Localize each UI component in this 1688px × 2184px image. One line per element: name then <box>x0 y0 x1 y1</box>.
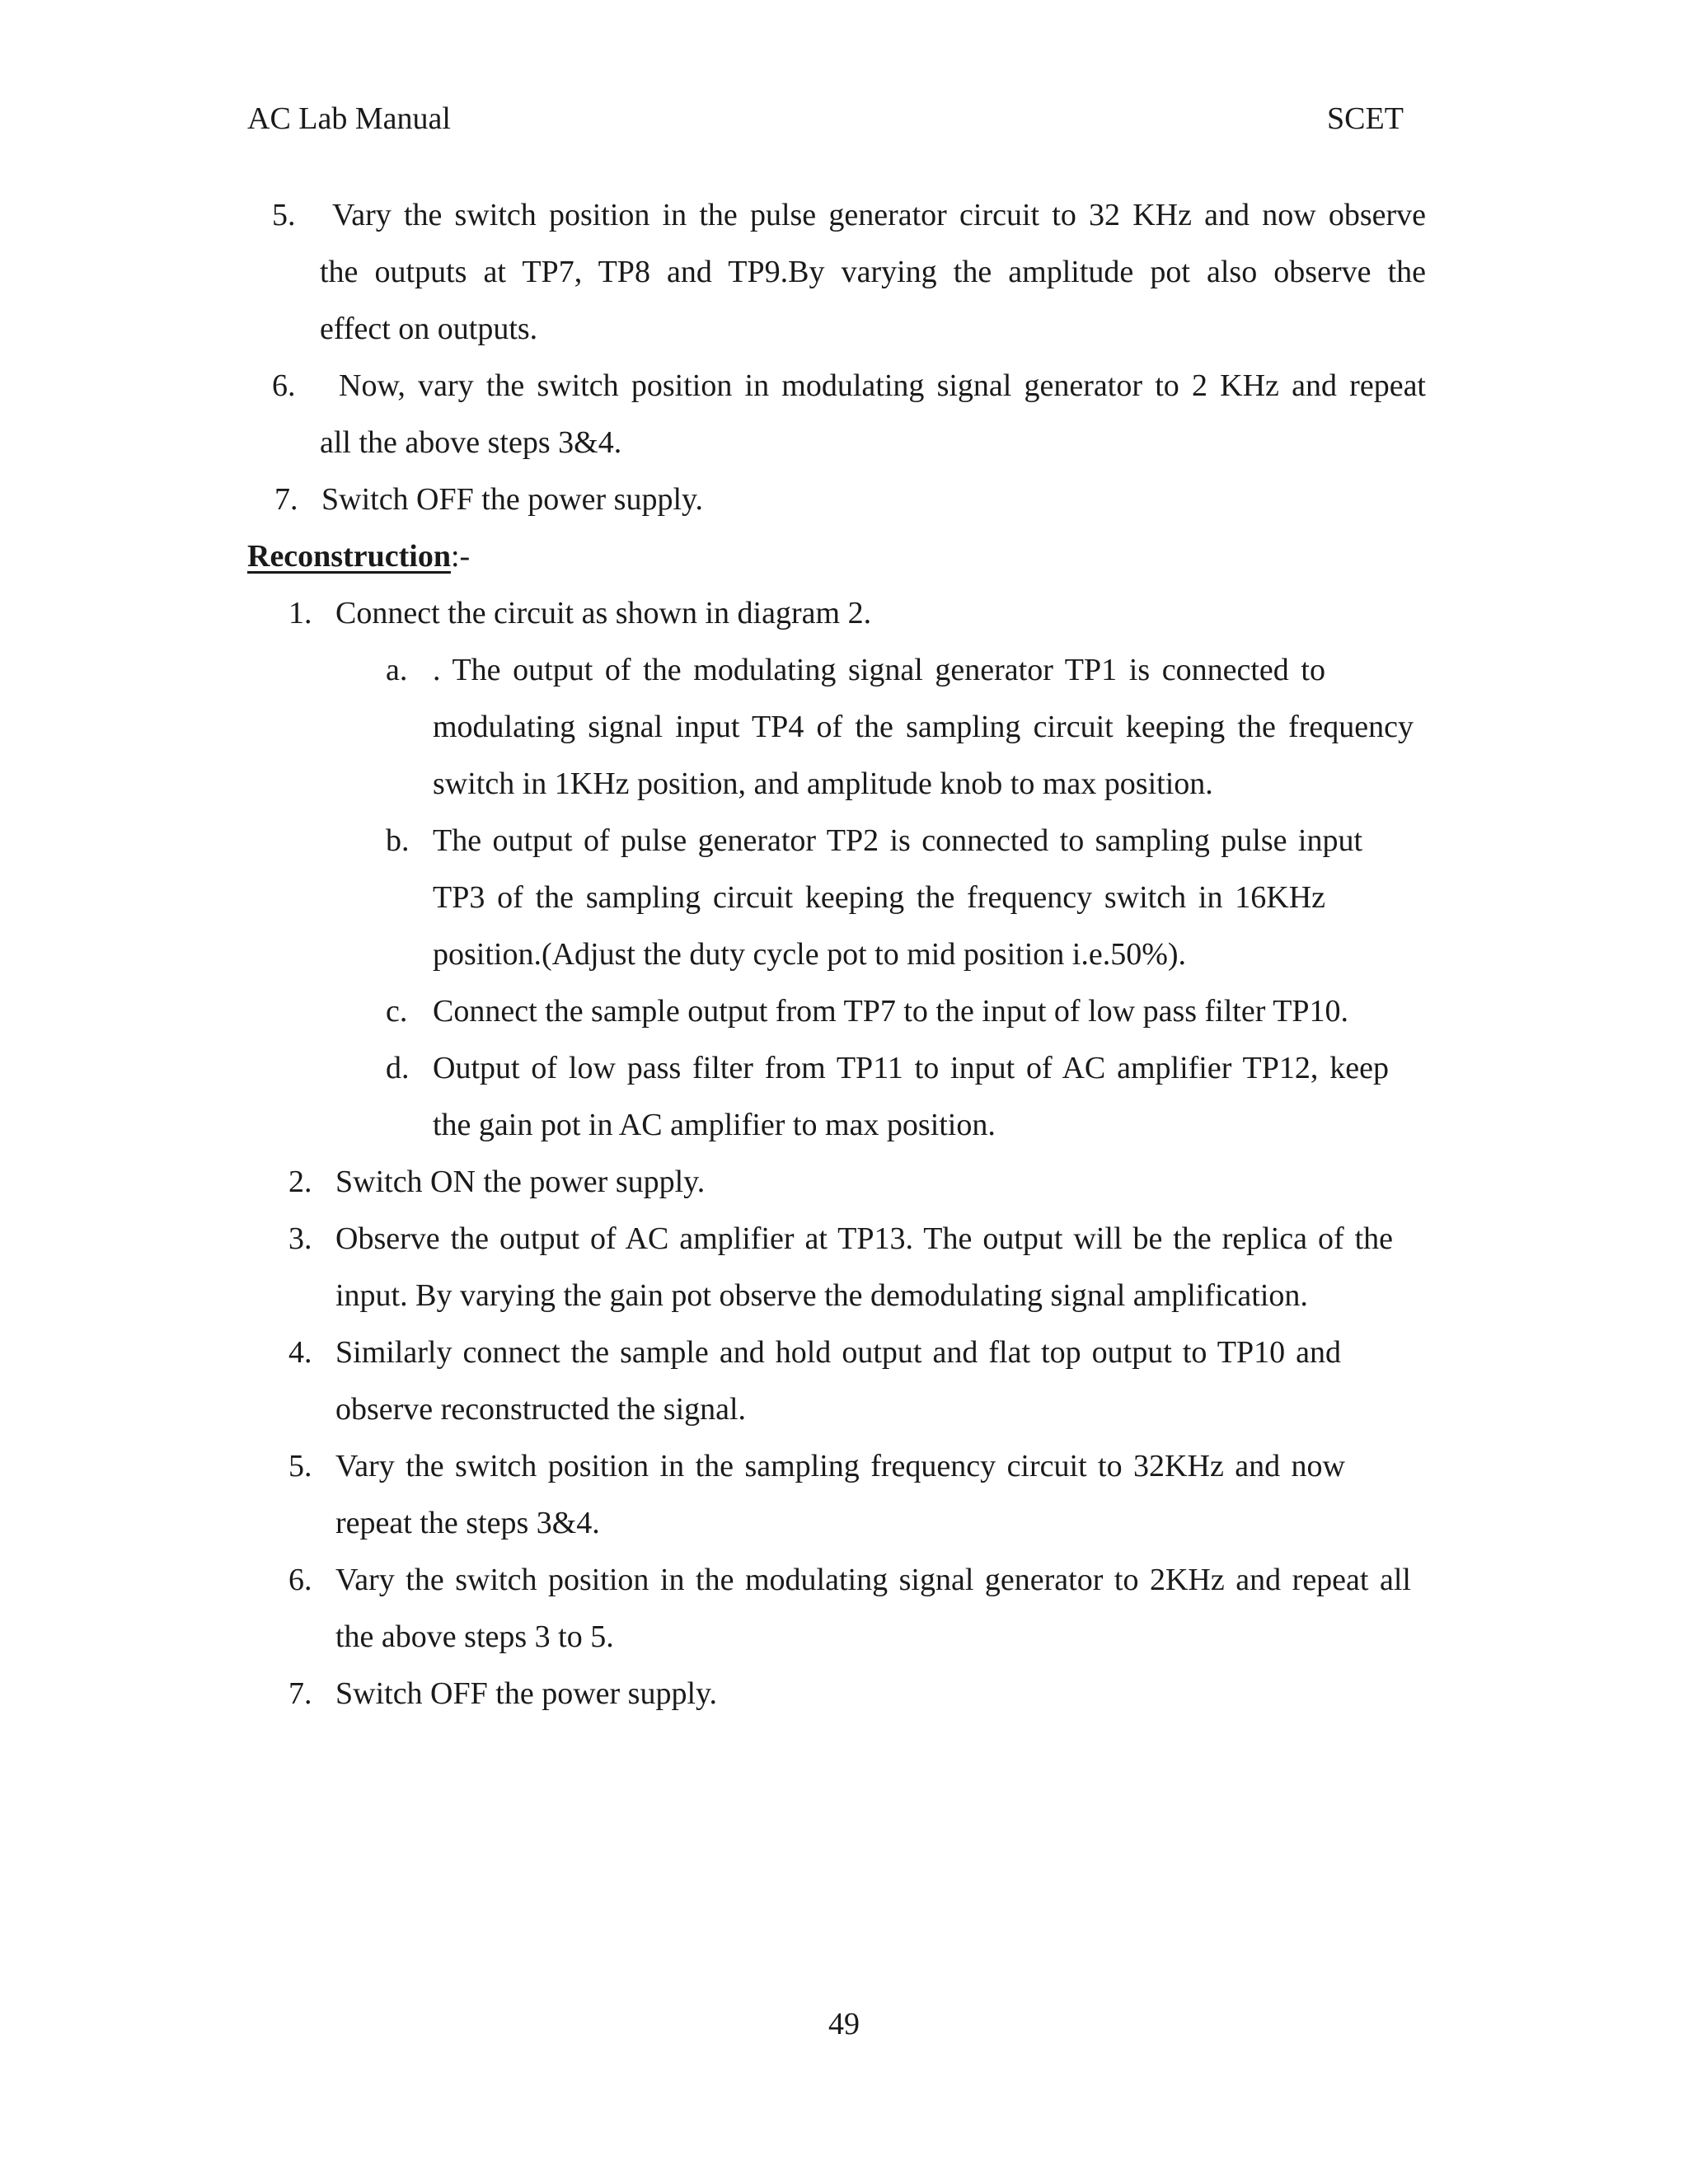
recon-step6-line2: the above steps 3 to 5. <box>335 1619 614 1654</box>
recon-sub-b-line3: position.(Adjust the duty cycle pot to mid position i.e.50%). <box>433 937 1187 972</box>
recon-sub-b-line2: TP3 of the sampling circuit keeping the frequency switch in 16KHz <box>433 880 1325 915</box>
recon-step1-text: Connect the circuit as shown in diagram 2. <box>335 596 872 630</box>
reconstruction-heading-suffix: :- <box>450 539 471 574</box>
step6-number: 6. <box>272 368 296 403</box>
recon-step4-number: 4. <box>288 1335 312 1370</box>
recon-step5-line1: Vary the switch position in the sampling frequency circuit to 32KHz and now <box>335 1449 1345 1483</box>
recon-step5-line2: repeat the steps 3&4. <box>335 1506 600 1540</box>
recon-sub-d-line1: Output of low pass filter from TP11 to input of AC amplifier TP12, keep <box>433 1051 1389 1085</box>
recon-sub-d-line2: the gain pot in AC amplifier to max position. <box>433 1108 996 1142</box>
reconstruction-heading <box>247 535 470 578</box>
recon-sub-c-letter: c. <box>386 994 408 1029</box>
step6-line2: all the above steps 3&4. <box>320 425 622 460</box>
header-institution: SCET <box>1327 101 1404 136</box>
recon-step4-line1: Similarly connect the sample and hold output and flat top output to TP10 and <box>335 1335 1341 1370</box>
recon-step3-number: 3. <box>288 1221 312 1256</box>
step5-line3: effect on outputs. <box>320 312 538 346</box>
recon-step7-line1: Switch OFF the power supply. <box>335 1676 718 1711</box>
recon-step2-number: 2. <box>288 1165 312 1199</box>
recon-sub-a-letter: a. <box>386 653 408 687</box>
recon-step3-line1: Observe the output of AC amplifier at TP13. The output will be the replica of the <box>335 1221 1393 1256</box>
recon-sub-a-line3: switch in 1KHz position, and amplitude knob to max position. <box>433 766 1213 801</box>
recon-step4-line2: observe reconstructed the signal. <box>335 1392 747 1427</box>
header-title: AC Lab Manual <box>247 101 451 136</box>
recon-step5-number: 5. <box>288 1449 312 1483</box>
recon-step6-number: 6. <box>288 1563 312 1597</box>
step7-number: 7. <box>274 482 298 517</box>
recon-step1-number: 1. <box>288 596 312 630</box>
step5-number: 5. <box>272 198 296 232</box>
recon-step7-number: 7. <box>288 1676 312 1711</box>
recon-sub-d-letter: d. <box>386 1051 410 1085</box>
recon-sub-a-line1: . The output of the modulating signal generator TP1 is connected to <box>433 653 1325 687</box>
recon-sub-c-line1: Connect the sample output from TP7 to the input of low pass filter TP10. <box>433 994 1349 1029</box>
recon-sub-b-letter: b. <box>386 823 410 858</box>
recon-step6-line1: Vary the switch position in the modulating signal generator to 2KHz and repeat all <box>335 1563 1411 1597</box>
reconstruction-heading-text: Reconstruction <box>247 539 451 574</box>
step7-line1: Switch OFF the power supply. <box>321 482 704 517</box>
step5-line1: Vary the switch position in the pulse generator circuit to 32 KHz and now observe <box>332 198 1426 232</box>
step5-line2: the outputs at TP7, TP8 and TP9.By varying the amplitude pot also observe the <box>320 255 1426 289</box>
recon-step3-line2: input. By varying the gain pot observe the demodulating signal amplification. <box>335 1278 1308 1313</box>
page-number: 49 <box>828 2007 860 2041</box>
recon-sub-a-line2: modulating signal input TP4 of the sampling circuit keeping the frequency <box>433 710 1414 744</box>
step6-line1: Now, vary the switch position in modulating signal generator to 2 KHz and repeat <box>339 368 1426 403</box>
recon-step2-line1: Switch ON the power supply. <box>335 1165 706 1199</box>
recon-sub-b-line1: The output of pulse generator TP2 is connected to sampling pulse input <box>433 823 1362 858</box>
